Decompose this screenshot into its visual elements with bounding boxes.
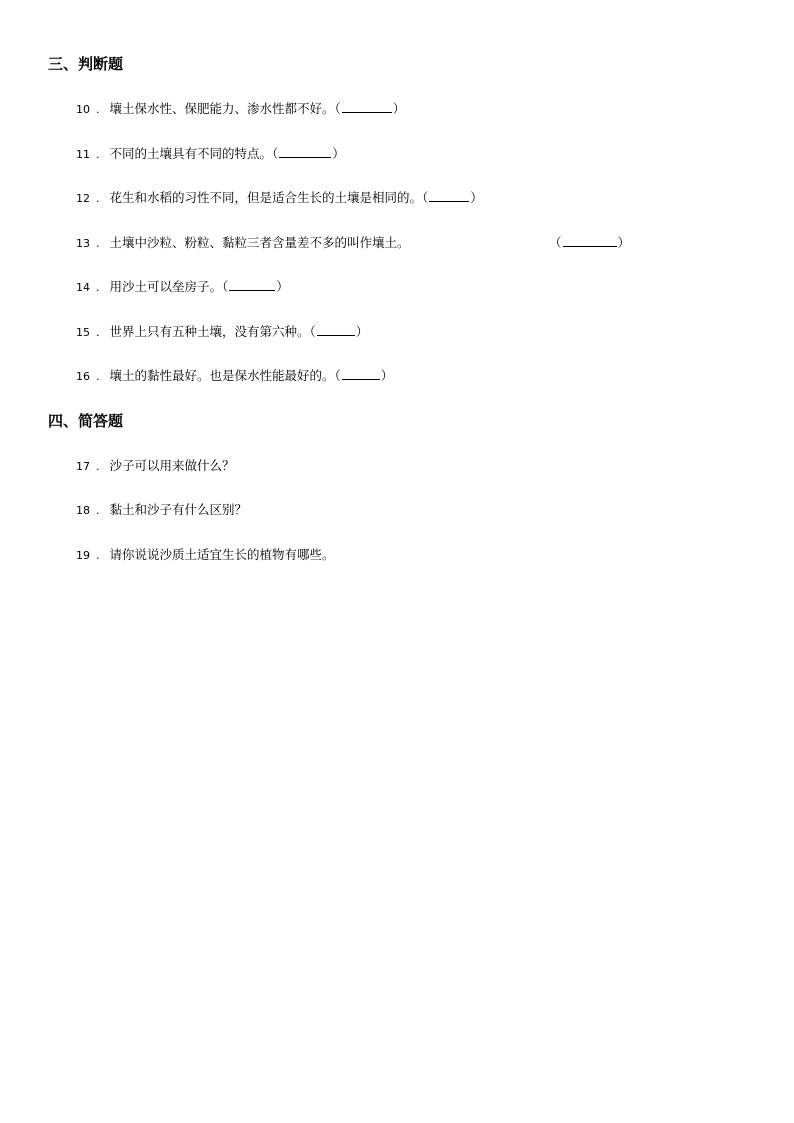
question-number: 12 bbox=[76, 192, 90, 205]
question-number: 11 bbox=[76, 148, 90, 161]
paren-open: （ bbox=[272, 146, 279, 161]
question-dot: . bbox=[96, 103, 100, 116]
paren-close: ） bbox=[332, 146, 345, 161]
question-10 bbox=[76, 100, 405, 119]
paren-close: ） bbox=[276, 279, 289, 294]
paren-close: ） bbox=[380, 368, 394, 383]
paren-close: ） bbox=[392, 101, 406, 116]
question-11 bbox=[76, 145, 345, 164]
question-number: 10 bbox=[76, 103, 90, 116]
paren-open: （ bbox=[334, 101, 341, 116]
question-text: 壤土保水性、保肥能力、渗水性都不好。 bbox=[109, 101, 335, 116]
paren-open: （ bbox=[549, 235, 562, 250]
question-number: 14 bbox=[76, 281, 90, 294]
paren-open: （ bbox=[309, 324, 316, 339]
question-12 bbox=[76, 189, 483, 208]
section-title-short-answer: 四、简答题 bbox=[48, 412, 124, 430]
paren-open: （ bbox=[222, 279, 229, 294]
question-14 bbox=[76, 278, 289, 297]
question-text: 沙子可以用来做什么？ bbox=[109, 458, 235, 473]
question-text: 黏土和沙子有什么区别？ bbox=[109, 502, 247, 517]
question-number: 13 bbox=[76, 237, 90, 250]
answer-blank[interactable] bbox=[317, 323, 355, 336]
paren-open: （ bbox=[422, 190, 429, 205]
question-dot: . bbox=[96, 370, 100, 383]
question-text: 花生和水稻的习性不同，但是适合生长的土壤是相同的。 bbox=[109, 190, 422, 205]
question-19 bbox=[76, 546, 335, 565]
answer-blank[interactable] bbox=[229, 278, 275, 291]
question-text: 请你说说沙质土适宜生长的植物有哪些。 bbox=[109, 547, 335, 562]
question-number: 19 bbox=[76, 549, 90, 562]
question-15 bbox=[76, 323, 368, 342]
question-dot: . bbox=[96, 281, 100, 294]
question-dot: . bbox=[96, 504, 100, 517]
section-title-judgment: 三、判断题 bbox=[48, 55, 124, 73]
answer-blank[interactable] bbox=[279, 145, 331, 158]
question-text: 不同的土壤具有不同的特点。 bbox=[109, 146, 272, 161]
question-17 bbox=[76, 457, 235, 476]
answer-blank[interactable] bbox=[342, 367, 380, 380]
paren-open: （ bbox=[334, 368, 341, 383]
answer-blank[interactable] bbox=[429, 189, 469, 202]
question-13-answer bbox=[549, 234, 630, 252]
question-18 bbox=[76, 501, 247, 520]
answer-blank[interactable] bbox=[342, 100, 392, 113]
question-text: 用沙土可以垒房子。 bbox=[109, 279, 222, 294]
question-number: 18 bbox=[76, 504, 90, 517]
question-text: 土壤中沙粒、粉粒、黏粒三者含量差不多的叫作壤土。 bbox=[109, 235, 410, 250]
question-dot: . bbox=[96, 326, 100, 339]
answer-blank[interactable] bbox=[563, 234, 617, 247]
question-dot: . bbox=[96, 549, 100, 562]
paren-close: ） bbox=[617, 235, 631, 250]
question-dot: . bbox=[96, 460, 100, 473]
question-dot: . bbox=[96, 192, 100, 205]
question-16 bbox=[76, 367, 393, 386]
question-text: 世界上只有五种土壤，没有第六种。 bbox=[109, 324, 310, 339]
question-number: 15 bbox=[76, 326, 90, 339]
question-number: 16 bbox=[76, 370, 90, 383]
question-dot: . bbox=[96, 148, 100, 161]
question-number: 17 bbox=[76, 460, 90, 473]
question-dot: . bbox=[96, 237, 100, 250]
paren-close: ） bbox=[470, 190, 483, 205]
question-13 bbox=[76, 234, 410, 253]
paren-close: ） bbox=[355, 324, 369, 339]
question-text: 壤土的黏性最好。也是保水性能最好的。 bbox=[109, 368, 335, 383]
